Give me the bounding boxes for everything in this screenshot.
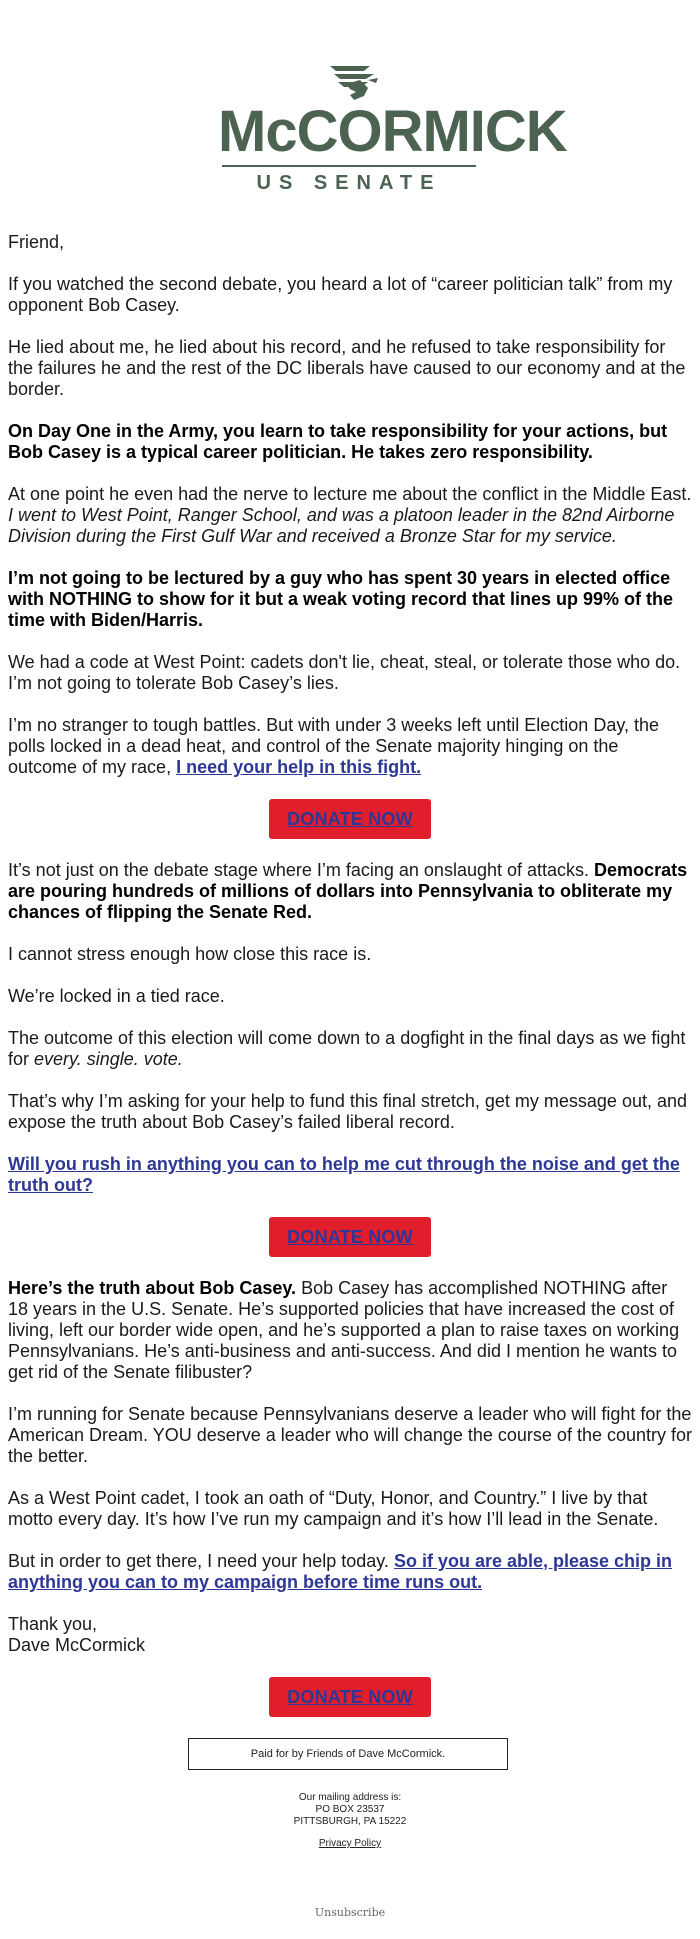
paragraph-text: Bob Casey has accomplished NOTHING after 18 years in the U.S. Senate. He’s supported policies that have increased the cost of living, left our border wide open, and he’s supported a plan to raise taxes on working Pennsylvanians. He’s anti-business and anti-success. And did I mention he wants to get rid of the Senate filibuster? [8,1278,680,1382]
letter-content [8,232,692,1738]
donate-button-row [8,1677,692,1717]
paragraph: As a West Point cadet, I took an oath of “Duty, Honor, and Country.” I live by that motto every day. It’s how I’ve run my campaign and it’s how I’ll lead in the Senate. [8,1488,659,1529]
donate-button-row [8,799,692,839]
paragraph [8,1028,692,1070]
paragraph-text: But in order to get there, I need your help today. [8,1551,389,1571]
paragraph-text: It’s not just on the debate stage where I’m facing an onslaught of attacks. [8,860,590,880]
logo-subtitle: US SENATE [256,172,442,194]
paragraph: If you watched the second debate, you heard a lot of “career politician talk” from my opponent Bob Casey. [8,274,673,315]
privacy-policy-link[interactable]: Privacy Policy [318,1838,382,1849]
address-line: PO BOX 23537 [315,1804,385,1815]
logo-wordmark: McCORMICK [218,99,567,164]
bold-text: Here’s the truth about Bob Casey. [8,1278,297,1298]
paragraph [8,1154,692,1196]
signoff: Thank you, [8,1614,98,1634]
italic-text: I went to West Point, Ranger School, and was a platoon leader in the 82nd Airborne Division during the First Gulf War and received a Bronze Star for my service. [8,505,675,546]
address-line: PITTSBURGH, PA 15222 [293,1816,407,1827]
paragraph: We had a code at West Point: cadets don't lie, cheat, steal, or tolerate those who do. I’m not going to tolerate Bob Casey’s lies. [8,652,681,693]
paragraph [8,1278,692,1383]
donate-button[interactable]: DONATE NOW [269,1217,431,1257]
paragraph [8,484,692,547]
mccormick-logo [218,62,567,198]
paragraph [8,1551,692,1593]
paragraph [8,715,692,778]
unsubscribe-link[interactable]: Unsubscribe [314,1906,386,1919]
donate-button[interactable]: DONATE NOW [269,799,431,839]
rush-link[interactable]: Will you rush in anything you can to help me cut through the noise and get the truth out? [8,1154,680,1195]
paid-for-disclaimer: Paid for by Friends of Dave McCormick. [188,1738,508,1770]
paragraph-text: At one point he even had the nerve to lecture me about the conflict in the Middle East. [8,484,692,504]
italic-text: every. single. vote. [34,1049,183,1069]
mailing-label: Our mailing address is: [298,1792,402,1803]
donate-button[interactable]: DONATE NOW [269,1677,431,1717]
bold-text: On Day One in the Army, you learn to take responsibility for your actions, but Bob Casey is a typical career politician. He takes zero responsibility. [8,421,668,462]
bold-text: I’m not going to be lectured by a guy who has spent 30 years in elected office with NOTHING to show for it but a weak voting record that lines up 99% of the time with Biden/Harris. [8,568,674,630]
paragraph: That’s why I’m asking for your help to fund this final stretch, get my message out, and expose the truth about Bob Casey’s failed liberal record. [8,1091,687,1132]
paragraph [8,568,692,631]
paragraph-text: I’m no stranger to tough battles. But with under 3 weeks left until Election Day, the polls locked in a dead heat, and control of the Senate majority hinging on the outcome of my race, [8,715,660,777]
paragraph: He lied about me, he lied about his record, and he refused to take responsibility for the failures he and the rest of the DC liberals have caused to our economy and at the border. [8,337,686,399]
help-link[interactable]: I need your help in this fight. [176,757,422,777]
signature-block [8,1614,692,1656]
signature-name: Dave McCormick [8,1635,146,1655]
greeting: Friend, [8,232,65,252]
paragraph: I’m running for Senate because Pennsylvanians deserve a leader who will fight for the American Dream. YOU deserve a leader who will change the course of the country for the better. [8,1404,692,1466]
paragraph: I cannot stress enough how close this race is. [8,944,372,964]
logo-divider [222,165,476,167]
donate-button-row [8,1217,692,1257]
paragraph-text: The outcome of this election will come down to a dogfight in the final days as we fight for [8,1028,686,1069]
paragraph: We’re locked in a tied race. [8,986,225,1006]
bold-text: Democrats are pouring hundreds of millions of dollars into Pennsylvania to obliterate my chances of flipping the Senate Red. [8,860,688,922]
mailing-address [0,1792,700,1828]
chip-in-link[interactable]: So if you are able, please chip in anything you can to my campaign before time runs out. [8,1551,673,1592]
paragraph [8,860,692,923]
paragraph [8,421,692,463]
eagle-icon [218,62,480,102]
